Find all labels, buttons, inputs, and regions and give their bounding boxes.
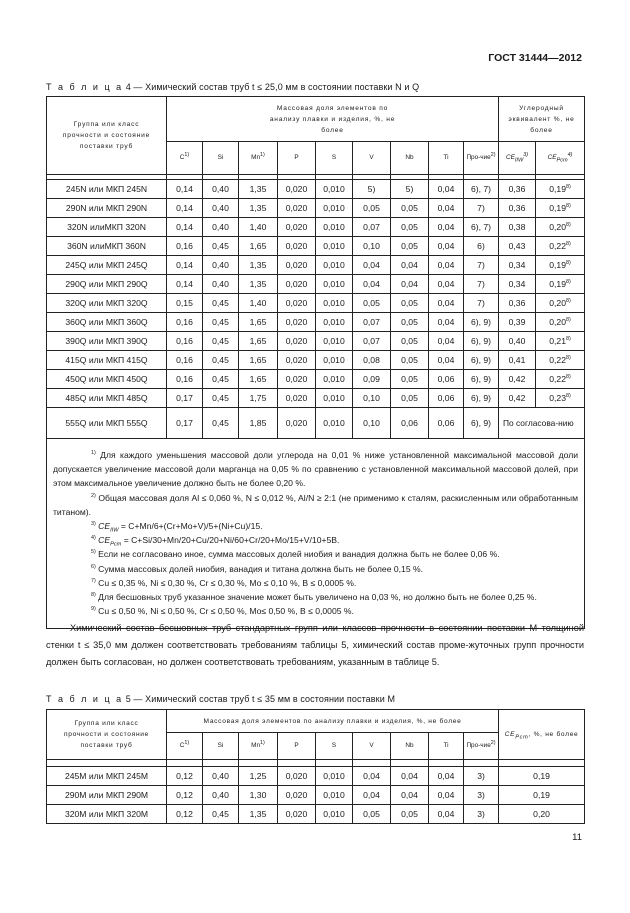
cell-ti: 0,06 xyxy=(429,389,464,408)
cell-ti: 0,04 xyxy=(429,351,464,370)
col-p: P xyxy=(278,142,316,175)
cell-mn: 1,65 xyxy=(239,237,278,256)
cell-group: 390Q или МКП 390Q xyxy=(47,332,167,351)
cell-p: 0,020 xyxy=(278,294,316,313)
cell-other: 6), 9) xyxy=(464,408,499,439)
cell-c: 0,12 xyxy=(167,805,203,824)
cell-si: 0,45 xyxy=(203,332,239,351)
cell-cepcm: 0,20 xyxy=(499,805,585,824)
cell-mn: 1,35 xyxy=(239,256,278,275)
cell-s: 0,010 xyxy=(316,805,353,824)
table-row xyxy=(47,275,585,294)
cell-si: 0,45 xyxy=(203,313,239,332)
cell-si: 0,45 xyxy=(203,237,239,256)
cell-nb: 0,05 xyxy=(391,332,429,351)
cell-si: 0,40 xyxy=(203,199,239,218)
col-mn: Mn$^{1)}$ xyxy=(239,142,278,175)
cell-c: 0,17 xyxy=(167,408,203,439)
cell-nb: 0,05 xyxy=(391,218,429,237)
cell-cepcm: 0,21$^{8)}$ xyxy=(536,332,585,351)
cell-group: 320N илиМКП 320N xyxy=(47,218,167,237)
cell-s: 0,010 xyxy=(316,275,353,294)
table-row xyxy=(47,786,585,805)
footnote: $^{4)}$ $CE_{Pcm} = C+Si/30+Mn/20+Cu/20+Ni/60+Cr/20+Mo/15+V/10+5B$. xyxy=(91,535,340,548)
cell-si: 0,40 xyxy=(203,180,239,199)
table-row xyxy=(47,389,585,408)
cell-ti: 0,04 xyxy=(429,294,464,313)
cell-group: 555Q или МКП 555Q xyxy=(47,408,167,439)
cell-p: 0,020 xyxy=(278,389,316,408)
cell-ti: 0,04 xyxy=(429,218,464,237)
table-5 xyxy=(46,709,585,824)
cell-group: 360N илиМКП 360N xyxy=(47,237,167,256)
cell-c: 0,14 xyxy=(167,199,203,218)
table5-head-mass: Массовая доля элементов по анализу плавки и изделия, %, не более xyxy=(167,710,499,733)
cell-p: 0,020 xyxy=(278,332,316,351)
cell-v: 5) xyxy=(353,180,391,199)
cell-mn: 1,35 xyxy=(239,180,278,199)
cell-mn: 1,65 xyxy=(239,332,278,351)
cell-other: 7) xyxy=(464,275,499,294)
cell-other: 3) xyxy=(464,767,499,786)
cell-other: 3) xyxy=(464,786,499,805)
table-row xyxy=(47,256,585,275)
cell-ceiiw: 0,36 xyxy=(499,199,536,218)
cell-cepcm: 0,19 xyxy=(499,786,585,805)
cell-mn: 1,35 xyxy=(239,805,278,824)
cell-mn: 1,65 xyxy=(239,370,278,389)
cell-mn: 1,40 xyxy=(239,218,278,237)
cell-cepcm: 0,20$^{8)}$ xyxy=(536,218,585,237)
cell-c: 0,16 xyxy=(167,351,203,370)
cell-ti: 0,04 xyxy=(429,313,464,332)
cell-ti: 0,04 xyxy=(429,805,464,824)
cell-nb: 0,05 xyxy=(391,370,429,389)
cell-ti: 0,04 xyxy=(429,237,464,256)
cell-ti: 0,04 xyxy=(429,256,464,275)
cell-p: 0,020 xyxy=(278,218,316,237)
cell-v: 0,04 xyxy=(353,767,391,786)
cell-v: 0,05 xyxy=(353,805,391,824)
cell-v: 0,04 xyxy=(353,786,391,805)
table5-caption-lead: Т а б л и ц а xyxy=(46,694,124,704)
cell-cepcm: 0,19$^{8)}$ xyxy=(536,199,585,218)
cell-group: 450Q или МКП 450Q xyxy=(47,370,167,389)
cell-c: 0,14 xyxy=(167,275,203,294)
cell-ceiiw: 0,40 xyxy=(499,332,536,351)
cell-nb: 0,05 xyxy=(391,389,429,408)
cell-s: 0,010 xyxy=(316,313,353,332)
cell-mn: 1,40 xyxy=(239,294,278,313)
cell-p: 0,020 xyxy=(278,313,316,332)
cell-s: 0,010 xyxy=(316,351,353,370)
cell-ceiiw: 0,42 xyxy=(499,370,536,389)
table-4 xyxy=(46,96,585,629)
cell-si: 0,45 xyxy=(203,351,239,370)
cell-cepcm: 0,22$^{8)}$ xyxy=(536,237,585,256)
cell-other: 6) xyxy=(464,237,499,256)
cell-mn: 1,35 xyxy=(239,199,278,218)
cell-v: 0,07 xyxy=(353,218,391,237)
footnote: $^{7)}$ Cu ≤ 0,35 %, Ni ≤ 0,30 %, Cr ≤ 0,30 %, Mo ≤ 0,10 %, B ≤ 0,0005 %. xyxy=(91,577,357,588)
cell-c: 0,14 xyxy=(167,218,203,237)
cell-si: 0,45 xyxy=(203,805,239,824)
page-number: 11 xyxy=(572,832,582,843)
cell-ti: 0,04 xyxy=(429,332,464,351)
document-id: ГОСТ 31444—2012 xyxy=(488,52,582,64)
col-other: Про-чие$^{2)}$ xyxy=(464,142,499,175)
cell-p: 0,020 xyxy=(278,767,316,786)
table-row xyxy=(47,408,585,439)
cell-other: 6), 7) xyxy=(464,180,499,199)
cell-group: 290Q или МКП 290Q xyxy=(47,275,167,294)
table4-head-ceq: Углеродный эквивалент %, не более xyxy=(499,97,585,142)
cell-cepcm: 0,19$^{8)}$ xyxy=(536,275,585,294)
cell-p: 0,020 xyxy=(278,351,316,370)
cell-mn: 1,65 xyxy=(239,313,278,332)
cell-v: 0,07 xyxy=(353,332,391,351)
cell-ti: 0,04 xyxy=(429,767,464,786)
cell-ceiiw: 0,43 xyxy=(499,237,536,256)
cell-nb: 0,05 xyxy=(391,805,429,824)
cell-s: 0,010 xyxy=(316,370,353,389)
table-row xyxy=(47,180,585,199)
cell-v: 0,04 xyxy=(353,256,391,275)
col-v: V xyxy=(353,142,391,175)
t5-col-nb: Nb xyxy=(391,733,429,760)
table4-notes-row xyxy=(47,439,585,629)
cell-v: 0,09 xyxy=(353,370,391,389)
cell-ti: 0,06 xyxy=(429,370,464,389)
footnote: $^{8)}$ Для бесшовных труб указанное значение может быть увеличено на 0,03 %, но должно быть не более 0,25 %. xyxy=(91,592,537,603)
cell-group: 360Q или МКП 360Q xyxy=(47,313,167,332)
cell-ti: 0,06 xyxy=(429,408,464,439)
cell-v: 0,05 xyxy=(353,294,391,313)
cell-p: 0,020 xyxy=(278,275,316,294)
cell-nb: 0,05 xyxy=(391,237,429,256)
cell-other: 7) xyxy=(464,256,499,275)
cell-cepcm: 0,22$^{8)}$ xyxy=(536,351,585,370)
table-row xyxy=(47,351,585,370)
cell-c: 0,12 xyxy=(167,786,203,805)
cell-group: 320M или МКП 320M xyxy=(47,805,167,824)
cell-nb: 0,05 xyxy=(391,199,429,218)
cell-ti: 0,04 xyxy=(429,199,464,218)
cell-ceiiw: 0,36 xyxy=(499,294,536,313)
t5-col-s: S xyxy=(316,733,353,760)
cell-c: 0,12 xyxy=(167,767,203,786)
cell-c: 0,17 xyxy=(167,389,203,408)
footnote: $^{6)}$ Сумма массовых долей ниобия, ванадия и титана должна быть не более 0,15 %. xyxy=(91,563,424,574)
table4-head-group: Группа или класс прочности и состояние поставки труб xyxy=(47,97,167,175)
cell-v: 0,08 xyxy=(353,351,391,370)
cell-p: 0,020 xyxy=(278,786,316,805)
footnote: $^{1)}$ Для каждого уменьшения массовой доли углерода на 0,01 % ниже установленной максимальной массовой доли допускается увеличение массовой доли марганца на 0,05 % по сравнению с установленной максимальной массовой долей, при этом максимальное увеличение должно быть не более 0,20 %. xyxy=(53,450,579,489)
cell-cepcm: 0,20$^{8)}$ xyxy=(536,313,585,332)
cell-s: 0,010 xyxy=(316,767,353,786)
cell-si: 0,40 xyxy=(203,256,239,275)
cell-group: 415Q или МКП 415Q xyxy=(47,351,167,370)
col-ti: Ti xyxy=(429,142,464,175)
table4-caption-text: 4 — Химический состав труб t ≤ 25,0 мм в состоянии поставки N и Q xyxy=(123,82,420,92)
cell-nb: 0,04 xyxy=(391,786,429,805)
cell-v: 0,04 xyxy=(353,275,391,294)
cell-c: 0,16 xyxy=(167,313,203,332)
cell-si: 0,40 xyxy=(203,786,239,805)
col-s: S xyxy=(316,142,353,175)
cell-nb: 0,04 xyxy=(391,256,429,275)
table-row xyxy=(47,199,585,218)
col-cepcm: CEPcm$^{4)}$ xyxy=(536,142,585,175)
cell-other: 6), 9) xyxy=(464,389,499,408)
col-ceiiw: CEIIW$^{3)}$ xyxy=(499,142,536,175)
t5-col-c: $C^{1)}$ xyxy=(167,733,203,760)
cell-group: 245N или МКП 245N xyxy=(47,180,167,199)
cell-ceiiw: 0,36 xyxy=(499,180,536,199)
t5-col-si: Si xyxy=(203,733,239,760)
table4-caption xyxy=(46,82,419,92)
cell-s: 0,010 xyxy=(316,180,353,199)
col-nb: Nb xyxy=(391,142,429,175)
t5-col-ti: Ti xyxy=(429,733,464,760)
t5-col-mn: Mn$^{1)}$ xyxy=(239,733,278,760)
cell-nb: 0,04 xyxy=(391,275,429,294)
cell-si: 0,40 xyxy=(203,275,239,294)
table5-head-ce: $CE_{Pcm}$, %, не более xyxy=(499,710,585,760)
cell-ceiiw: 0,41 xyxy=(499,351,536,370)
cell-cepcm: 0,20$^{8)}$ xyxy=(536,294,585,313)
cell-mn: 1,65 xyxy=(239,351,278,370)
table5-head-group: Группа или класс прочности и состояние поставки труб xyxy=(47,710,167,760)
cell-p: 0,020 xyxy=(278,199,316,218)
cell-p: 0,020 xyxy=(278,180,316,199)
cell-c: 0,14 xyxy=(167,180,203,199)
cell-ceq-agreement: По согласова-нию xyxy=(499,408,585,439)
cell-v: 0,10 xyxy=(353,408,391,439)
table-row xyxy=(47,313,585,332)
cell-si: 0,45 xyxy=(203,370,239,389)
footnote: $^{9)}$ Cu ≤ 0,50 %, Ni ≤ 0,50 %, Cr ≤ 0,50 %, Mo≤ 0,50 %, B ≤ 0,0005 %. xyxy=(91,606,354,617)
cell-si: 0,45 xyxy=(203,408,239,439)
cell-s: 0,010 xyxy=(316,389,353,408)
cell-s: 0,010 xyxy=(316,408,353,439)
cell-cepcm: 0,19 xyxy=(499,767,585,786)
cell-group: 245M или МКП 245M xyxy=(47,767,167,786)
cell-cepcm: 0,19$^{8)}$ xyxy=(536,256,585,275)
cell-group: 290M или МКП 290M xyxy=(47,786,167,805)
cell-other: 6), 9) xyxy=(464,351,499,370)
cell-s: 0,010 xyxy=(316,786,353,805)
cell-c: 0,16 xyxy=(167,370,203,389)
cell-s: 0,010 xyxy=(316,199,353,218)
table4-notes xyxy=(47,439,585,629)
footnote: $^{5)}$ Если не согласовано иное, сумма массовых долей ниобия и ванадия должна быть не более 0,06 %. xyxy=(91,549,500,560)
cell-ti: 0,04 xyxy=(429,275,464,294)
cell-c: 0,15 xyxy=(167,294,203,313)
cell-s: 0,010 xyxy=(316,218,353,237)
cell-v: 0,10 xyxy=(353,389,391,408)
table4-caption-lead: Т а б л и ц а xyxy=(46,82,124,92)
cell-p: 0,020 xyxy=(278,370,316,389)
footnote: $^{2)}$ Общая массовая доля Al ≤ 0,060 %, N ≤ 0,012 %, Al/N ≥ 2:1 (не применимо к сталям, раскисленным или обработанным титаном). xyxy=(53,492,579,517)
cell-ceiiw: 0,34 xyxy=(499,275,536,294)
cell-p: 0,020 xyxy=(278,256,316,275)
cell-group: 245Q или МКП 245Q xyxy=(47,256,167,275)
table-row xyxy=(47,218,585,237)
cell-p: 0,020 xyxy=(278,805,316,824)
cell-cepcm: 0,23$^{8)}$ xyxy=(536,389,585,408)
cell-si: 0,40 xyxy=(203,767,239,786)
cell-c: 0,16 xyxy=(167,332,203,351)
cell-other: 6), 9) xyxy=(464,370,499,389)
cell-other: 6), 7) xyxy=(464,218,499,237)
t5-col-p: P xyxy=(278,733,316,760)
cell-nb: 5) xyxy=(391,180,429,199)
table-row xyxy=(47,332,585,351)
cell-s: 0,010 xyxy=(316,332,353,351)
cell-group: 485Q или МКП 485Q xyxy=(47,389,167,408)
cell-p: 0,020 xyxy=(278,237,316,256)
table-row xyxy=(47,805,585,824)
cell-ceiiw: 0,34 xyxy=(499,256,536,275)
table-row xyxy=(47,370,585,389)
cell-nb: 0,05 xyxy=(391,294,429,313)
cell-s: 0,010 xyxy=(316,294,353,313)
cell-other: 6), 9) xyxy=(464,313,499,332)
cell-nb: 0,04 xyxy=(391,767,429,786)
cell-ti: 0,04 xyxy=(429,786,464,805)
cell-group: 320Q или МКП 320Q xyxy=(47,294,167,313)
cell-c: 0,14 xyxy=(167,256,203,275)
cell-cepcm: 0,19$^{8)}$ xyxy=(536,180,585,199)
cell-other: 7) xyxy=(464,294,499,313)
cell-v: 0,10 xyxy=(353,237,391,256)
table4-head-mass: Массовая доля элементов по анализу плавки и изделия, %, не более xyxy=(167,97,499,142)
cell-nb: 0,05 xyxy=(391,351,429,370)
cell-mn: 1,75 xyxy=(239,389,278,408)
col-c: $C^{1)}$ xyxy=(167,142,203,175)
cell-nb: 0,05 xyxy=(391,313,429,332)
cell-ceiiw: 0,38 xyxy=(499,218,536,237)
cell-group: 290N или МКП 290N xyxy=(47,199,167,218)
t5-col-v: V xyxy=(353,733,391,760)
cell-other: 7) xyxy=(464,199,499,218)
col-si: Si xyxy=(203,142,239,175)
cell-mn: 1,30 xyxy=(239,786,278,805)
table-row xyxy=(47,767,585,786)
cell-s: 0,010 xyxy=(316,256,353,275)
table5-caption-text: 5 — Химический состав труб t ≤ 35 мм в состоянии поставки M xyxy=(123,694,396,704)
cell-v: 0,05 xyxy=(353,199,391,218)
footnote: $^{3)}$ $CE_{IIW} = C+Mn/6+(Cr+Mo+V)/5+(Ni+Cu)/15$. xyxy=(91,521,263,534)
cell-other: 3) xyxy=(464,805,499,824)
cell-ceiiw: 0,39 xyxy=(499,313,536,332)
cell-mn: 1,85 xyxy=(239,408,278,439)
cell-c: 0,16 xyxy=(167,237,203,256)
cell-si: 0,45 xyxy=(203,294,239,313)
table5-caption xyxy=(46,694,395,704)
cell-p: 0,020 xyxy=(278,408,316,439)
cell-si: 0,45 xyxy=(203,389,239,408)
cell-nb: 0,06 xyxy=(391,408,429,439)
cell-ti: 0,04 xyxy=(429,180,464,199)
cell-v: 0,07 xyxy=(353,313,391,332)
cell-si: 0,40 xyxy=(203,218,239,237)
cell-ceiiw: 0,42 xyxy=(499,389,536,408)
table-row xyxy=(47,294,585,313)
table-row xyxy=(47,237,585,256)
cell-mn: 1,35 xyxy=(239,275,278,294)
cell-other: 6), 9) xyxy=(464,332,499,351)
cell-s: 0,010 xyxy=(316,237,353,256)
body-paragraph: Химический состав бесшовных труб стандартных групп или классов прочности в состоянии поставки M толщиной стенки t ≤ 35,0 мм должен соответствовать требованиям таблицы 5, химический состав проме-жуточных групп прочности должен быть согласован, но должен соответствовать требованиям, указанным в таблице 5. xyxy=(46,623,584,668)
cell-mn: 1,25 xyxy=(239,767,278,786)
cell-cepcm: 0,22$^{8)}$ xyxy=(536,370,585,389)
t5-col-other: Про-чие$^{2)}$ xyxy=(464,733,499,760)
